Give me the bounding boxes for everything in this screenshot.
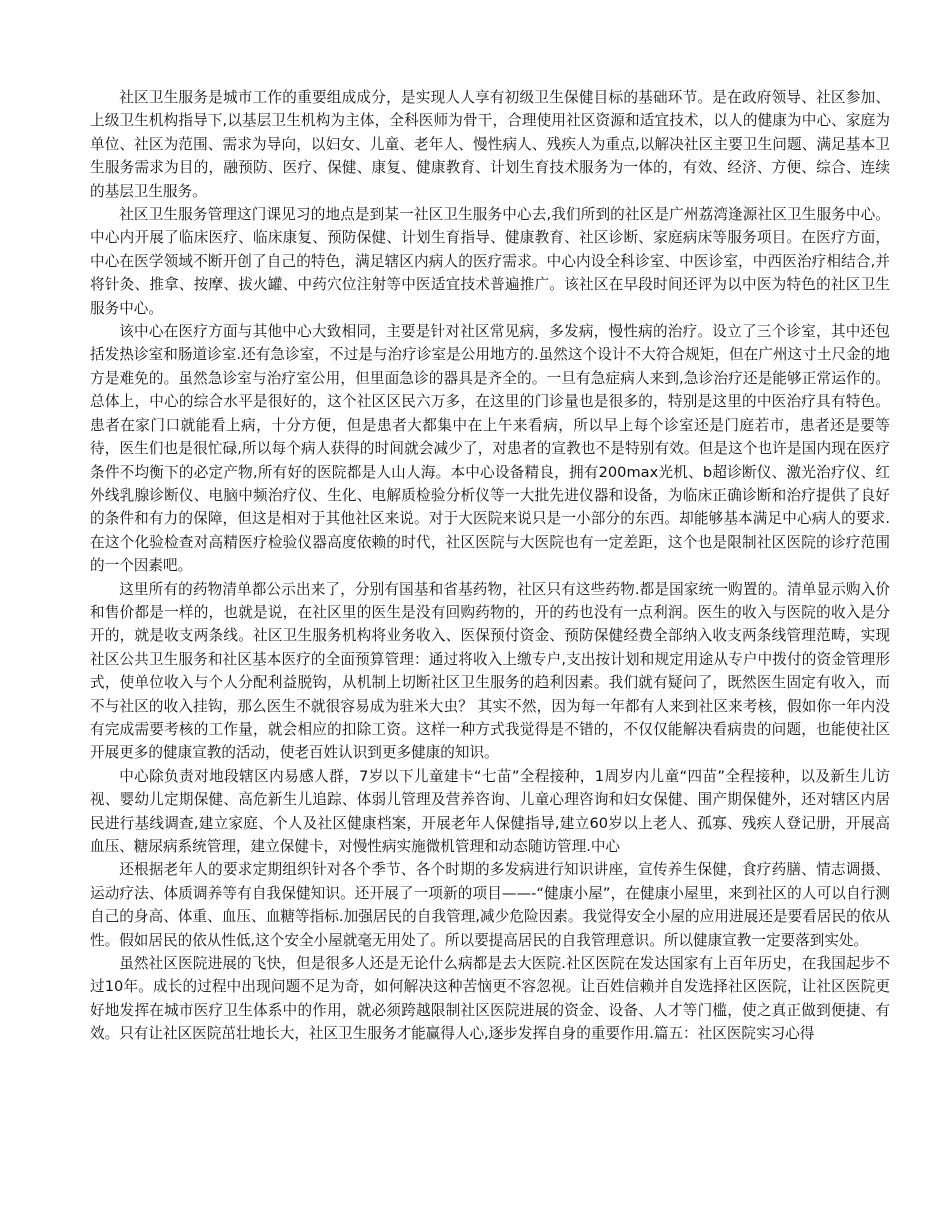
paragraph: 社区卫生服务是城市工作的重要组成成分，是实现人人享有初级卫生保健目标的基础环节。是在政府领导、社区参加、上级卫生机构指导下,以基层卫生机构为主体，全科医师为骨干，合理使用社区资源和适宜技术，以人的健康为中心、家庭为单位、社区为范围、需求为导向，以妇女、儿童、老年人、慢性病人、残疾人为重点,以解决社区主要卫生问题、满足基本卫生服务需求为目的，融预防、医疗、保健、康复、健康教育、计划生育技术服务为一体的，有效、经济、方便、综合、连续的基层卫生服务。 [90, 89, 890, 200]
paragraph: 虽然社区医院进展的飞快，但是很多人还是无论什么病都是去大医院.社区医院在发达国家有上百年历史，在我国起步不过10年。成长的过程中出现问题不足为奇，如何解决这种苦恼更不容忽视。让百姓信赖并自发选择社区医院，让社区医院更好地发挥在城市医疗卫生体系中的作用，就必须跨越限制社区医院进展的资金、设备、人才等门槛，使之真正做到便捷、有效。只有让社区医院茁壮地长大，社区卫生服务才能赢得人心,逐步发挥自身的重要作用.篇五：社区医院实习心得 [90, 955, 890, 1043]
paragraph: 中心除负责对地段辖区内易感人群，7岁以下儿童建卡“七苗”全程接种，1周岁内儿童“四苗”全程接种，以及新生儿访视、婴幼儿定期保健、高危新生儿追踪、体弱儿管理及营养咨询、儿童心理咨询和妇女保健、围产期保健外，还对辖区内居民进行基线调查,建立家庭、个人及社区健康档案，开展老年人保健指导,建立60岁以上老人、孤寡、残疾人登记册，开展高血压、糖尿病系统管理，建立保健卡，对慢性病实施微机管理和动态随访管理.中心 [90, 767, 890, 855]
paragraph: 这里所有的药物清单都公示出来了，分别有国基和省基药物，社区只有这些药物.都是国家统一购置的。清单显示购入价和售价都是一样的，也就是说，在社区里的医生是没有回购药物的，开的药也没有一点利润。医生的收入与医院的收入是分开的，就是收支两条线。社区卫生服务机构将业务收入、医保预付资金、预防保健经费全部纳入收支两条线管理范畴，实现社区公共卫生服务和社区基本医疗的全面预算管理：通过将收入上缴专户,支出按计划和规定用途从专户中拨付的资金管理形式，使单位收入与个人分配利益脱钩，从机制上切断社区卫生服务的趋利因素。我们就有疑问了，既然医生固定有收入，而不与社区的收入挂钩，那么医生不就很容易成为驻米大虫？ 其实不然，因为每一年都有人来到社区来考核，假如你一年内没有完成需要考核的工作量，就会相应的扣除工资。这样一种方式我觉得是不错的，不仅仅能解决看病贵的问题，也能使社区开展更多的健康宣教的活动，使老百姓认识到更多健康的知识。 [90, 580, 890, 762]
paragraph: 该中心在医疗方面与其他中心大致相同，主要是针对社区常见病，多发病，慢性病的治疗。设立了三个诊室，其中还包括发热诊室和肠道诊室.还有急诊室，不过是与治疗诊室是公用地方的.虽然这个设计不大符合规矩，但在广州这寸土尺金的地方是难免的。虽然急诊室与治疗室公用，但里面急诊的器具是齐全的。一旦有急症病人来到,急诊治疗还是能够正常运作的。总体上，中心的综合水平是很好的，这个社区区民六万多，在这里的门诊量也是很多的，特别是这里的中医治疗具有特色。患者在家门口就能看上病，十分方便，但是患者大都集中在上午来看病，所以早上每个诊室还是门庭若市，患者还是要等待，医生们也是很忙碌,所以每个病人获得的时间就会减少了，对患者的宣教也不是特别有效。但是这个也许是国内现在医疗条件不均衡下的必定产物,所有好的医院都是人山人海。本中心设备精良，拥有200max光机、b超诊断仪、激光治疗仪、红外线乳腺诊断仪、电脑中频治疗仪、生化、电解质检验分析仪等一大批先进仪器和设备，为临床正确诊断和治疗提供了良好的条件和有力的保障，但这是相对于其他社区来说。对于大医院来说只是一小部分的东西。却能够基本满足中心病人的要求.在这个化验检查对高精医疗检验仪器高度依赖的时代，社区医院与大医院也有一定差距，这个也是限制社区医院的诊疗范围的一个因素吧。 [90, 323, 890, 575]
paragraph: 社区卫生服务管理这门课见习的地点是到某一社区卫生服务中心去,我们所到的社区是广州荔湾逢源社区卫生服务中心。中心内开展了临床医疗、临床康复、预防保健、计划生育指导、健康教育、社区诊断、家庭病床等服务项目。在医疗方面，中心在医学领域不断开创了自己的特色，满足辖区内病人的医疗需求。中心内设全科诊室、中医诊室，中西医治疗相结合,并将针灸、推拿、按摩、拔火罐、中药穴位注射等中医适宜技术普遍推广。该社区在早段时间还评为以中医为特色的社区卫生服务中心。 [90, 206, 890, 317]
paragraph: 还根据老年人的要求定期组织针对各个季节、各个时期的多发病进行知识讲座，宣传养生保健，食疗药膳、情志调摄、运动疗法、体质调养等有自我保健知识。还开展了一项新的项目——-“健康小屋”，在健康小屋里，来到社区的人可以自行测自己的身高、体重、血压、血糖等指标.加强居民的自我管理,减少危险因素。我觉得安全小屋的应用进展还是要看居民的依从性。假如居民的依从性低,这个安全小屋就毫无用处了。所以要提高居民的自我管理意识。所以健康宣教一定要落到实处。 [90, 861, 890, 949]
document-body [90, 86, 890, 1046]
